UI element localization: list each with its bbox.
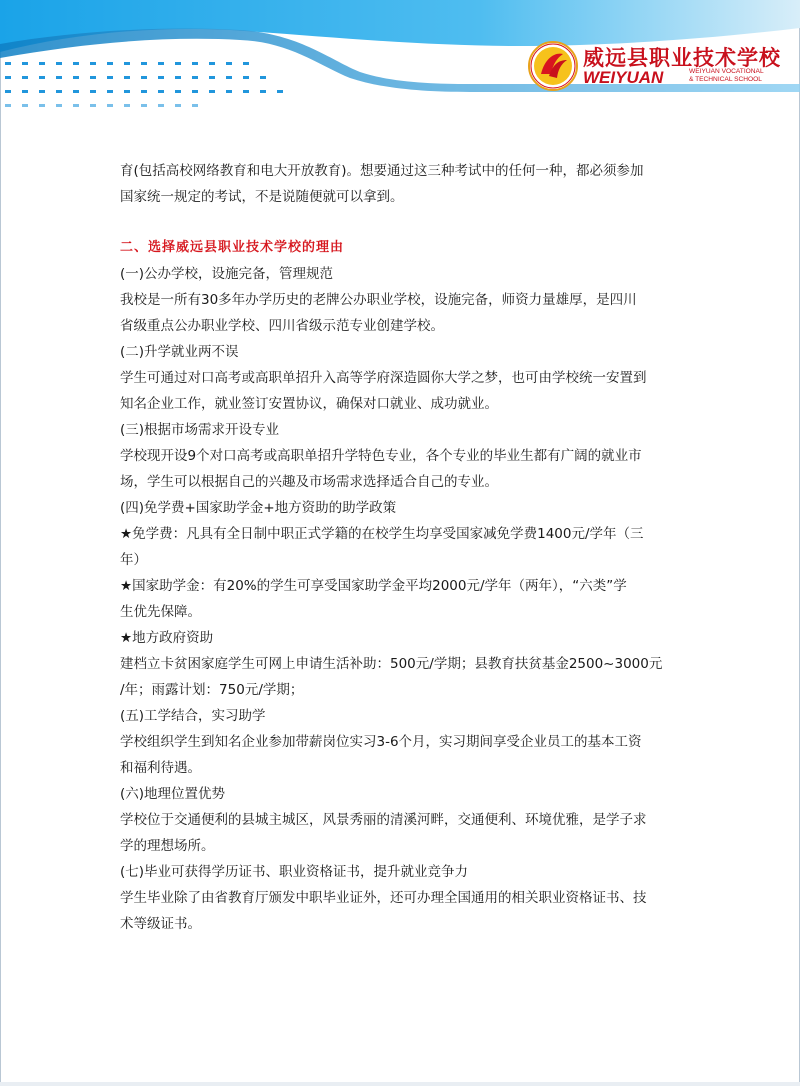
body-line: 学校位于交通便利的县城主城区，风景秀丽的清溪河畔，交通便利、环境优雅，是学子求 bbox=[120, 812, 647, 828]
body-line: 和福利待遇。 bbox=[120, 760, 201, 776]
school-emblem-icon bbox=[527, 40, 579, 92]
body-line: /年；雨露计划：750元/学期； bbox=[120, 682, 304, 698]
section-title: 二、选择威远县职业技术学校的理由 bbox=[120, 240, 345, 255]
body-line: 学生毕业除了由省教育厅颁发中职毕业证外，还可办理全国通用的相关职业资格证书、技 bbox=[120, 890, 647, 906]
block-heading: (五)工学结合，实习助学 bbox=[120, 708, 266, 724]
body-line: ★地方政府资助 bbox=[120, 630, 214, 646]
intro-line: 育(包括高校网络教育和电大开放教育)。想要通过这三种考试中的任何一种，都必须参加 bbox=[120, 163, 644, 179]
body-line: 术等级证书。 bbox=[120, 916, 201, 932]
block-heading: (二)升学就业两不误 bbox=[120, 344, 239, 360]
body-line: 学校组织学生到知名企业参加带薪岗位实习3-6个月，实习期间享受企业员工的基本工资 bbox=[120, 734, 642, 750]
body-line: 学的理想场所。 bbox=[120, 838, 215, 854]
school-name-en-sub: WEIYUAN VOCATIONAL & TECHNICAL SCHOOL bbox=[689, 68, 764, 83]
block-heading: (四)免学费+国家助学金+地方资助的助学政策 bbox=[120, 500, 397, 516]
body-line: 场，学生可以根据自己的兴趣及市场需求选择适合自己的专业。 bbox=[120, 474, 498, 490]
body-line: 生优先保障。 bbox=[120, 604, 201, 620]
school-name-en: WEIYUAN bbox=[583, 68, 664, 87]
dot-grid bbox=[5, 62, 283, 107]
bottom-rule bbox=[0, 1082, 800, 1086]
block-heading: (三)根据市场需求开设专业 bbox=[120, 422, 280, 438]
block-heading: (一)公办学校，设施完备，管理规范 bbox=[120, 266, 334, 282]
block-heading: (七)毕业可获得学历证书、职业资格证书，提升就业竞争力 bbox=[120, 864, 469, 880]
school-logo bbox=[527, 40, 781, 92]
intro-line: 国家统一规定的考试，不是说随便就可以拿到。 bbox=[120, 189, 404, 205]
body-line: 省级重点公办职业学校、四川省级示范专业创建学校。 bbox=[120, 318, 444, 334]
document-body bbox=[120, 158, 706, 937]
body-line: 学生可通过对口高考或高职单招升入高等学府深造圆你大学之梦，也可由学校统一安置到 bbox=[120, 370, 647, 386]
body-line: 知名企业工作，就业签订安置协议，确保对口就业、成功就业。 bbox=[120, 396, 498, 412]
body-line: 我校是一所有30多年办学历史的老牌公办职业学校，设施完备，师资力量雄厚，是四川 bbox=[120, 292, 637, 308]
body-line: 年） bbox=[120, 552, 147, 568]
body-line: 建档立卡贫困家庭学生可网上申请生活补助：500元/学期；县教育扶贫基金2500~3000元 bbox=[120, 656, 663, 672]
school-name-cn: 威远县职业技术学校 bbox=[583, 46, 781, 70]
body-line: 学校现开设9个对口高考或高职单招升学特色专业，各个专业的毕业生都有广阔的就业市 bbox=[120, 448, 642, 464]
block-heading: (六)地理位置优势 bbox=[120, 786, 226, 802]
body-line: ★国家助学金：有20%的学生可享受国家助学金平均2000元/学年（两年），“六类”学 bbox=[120, 578, 627, 594]
body-line: ★免学费：凡具有全日制中职正式学籍的在校学生均享受国家减免学费1400元/学年（三 bbox=[120, 526, 644, 542]
